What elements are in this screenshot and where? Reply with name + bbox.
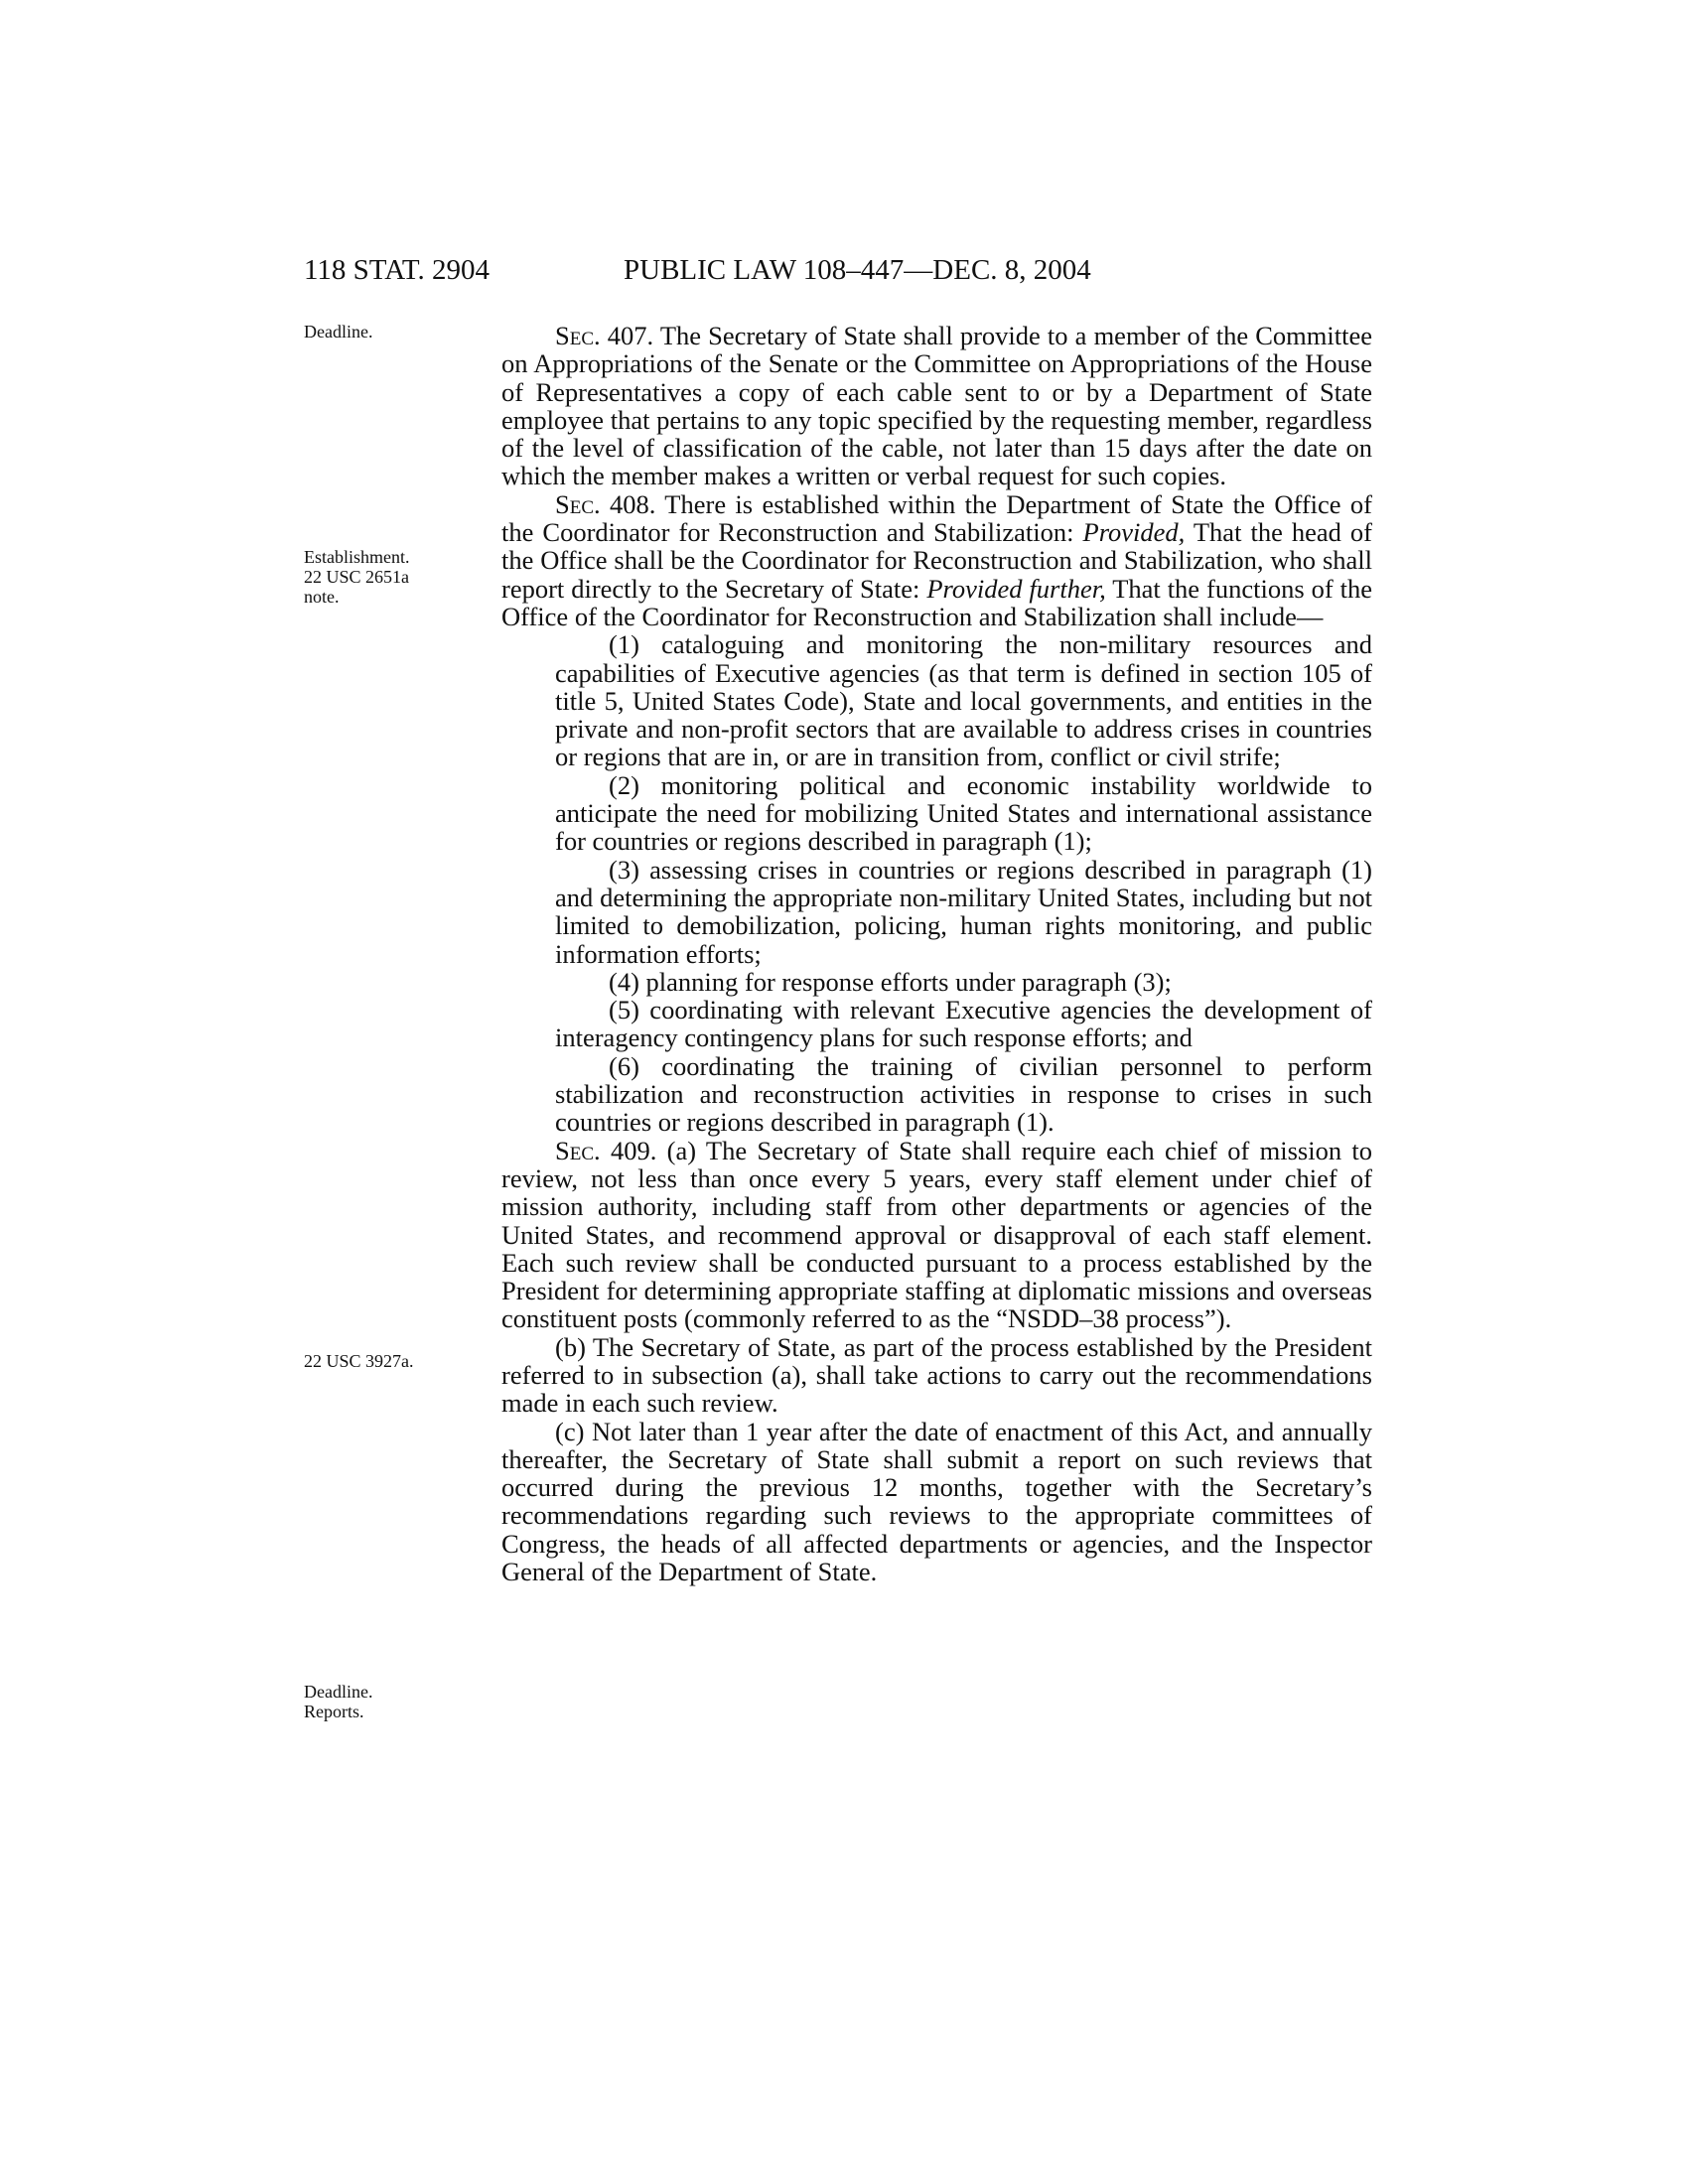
stat-page-number: 118 STAT. 2904 bbox=[304, 254, 490, 286]
paragraph-item: (5) coordinating with relevant Executive agencies the development of interagency contingency plans for such response efforts; and bbox=[555, 995, 1372, 1053]
paragraph-item: (2) monitoring political and economic instability worldwide to anticipate the need for mobilizing United States and international assistance for countries or regions described in paragraph (1); bbox=[555, 769, 1372, 857]
proviso-term: Provided, bbox=[1082, 517, 1186, 548]
margin-note-citation: 22 USC 2651a bbox=[304, 567, 410, 587]
section-text: 409. (a) The Secretary of State shall require each chief of mission to review, not less than once every 5 years, every staff element under chief of mission authority, including staff from other departments or agencies of the United States, and recommend approval or disapproval of each staff element. Each such review shall be conducted pursuant to a process established by the President for determining appropriate staffing at diplomatic missions and overseas constituent posts (commonly referred to as the “NSDD–38 process”). bbox=[501, 1135, 1372, 1334]
section-409-a bbox=[501, 1137, 1372, 1333]
margin-note-label: note. bbox=[304, 587, 340, 607]
section-text: That the functions of the Office of the Coordinator for Reconstruction and Stabilization shall include— bbox=[501, 573, 1372, 631]
section-text: That the head of the Office shall be the Coordinator for Reconstruction and Stabilization, who shall report directly to the Secretary of State: bbox=[501, 517, 1372, 604]
margin-note-deadline-reports bbox=[304, 1682, 463, 1721]
paragraph-item: (1) cataloguing and monitoring the non-military resources and capabilities of Executive agencies (as that term is defined in section 105 of title 5, United States Code), State and local governments, and entities in the private and non-profit sectors that are available to address crises in countries or regions that are in, or are in transition from, conflict or civil strife; bbox=[555, 629, 1372, 772]
section-408 bbox=[501, 490, 1372, 630]
section-409-b: (b) The Secretary of State, as part of the process established by the President referred to in subsection (a), shall take actions to carry out the recommendations made in each such review. bbox=[501, 1331, 1372, 1419]
margin-note-citation: 22 USC 3927a. bbox=[304, 1351, 414, 1371]
public-law-title: PUBLIC LAW 108–447—DEC. 8, 2004 bbox=[624, 254, 1091, 286]
statute-body bbox=[501, 322, 1372, 1585]
proviso-term: Provided further, bbox=[926, 573, 1106, 604]
paragraph-item: (3) assessing crises in countries or regions described in paragraph (1) and determining the appropriate non-military United States, including but not limited to demobilization, policing, human rights monitoring, and public information efforts; bbox=[555, 854, 1372, 969]
margin-note-label: Reports. bbox=[304, 1702, 364, 1721]
margin-note-label: Deadline. bbox=[304, 322, 373, 341]
margin-note-deadline bbox=[304, 322, 463, 341]
section-label: Sec. bbox=[555, 1135, 601, 1165]
page-header bbox=[304, 250, 1376, 290]
section-409-c: (c) Not later than 1 year after the date of enactment of this Act, and annually thereafter, the Secretary of State shall submit a report on such reviews that occurred during the previous 12 months, together with the Secretary’s recommendations regarding such reviews to the appropriate committees of Congress, the heads of all affected departments or agencies, and the Inspector General of the Department of State. bbox=[501, 1416, 1372, 1587]
section-text: 408. There is established within the Department of State the Office of the Coordinator for Reconstruction and Stabilization: bbox=[501, 488, 1373, 548]
section-label: Sec. bbox=[555, 488, 601, 519]
section-text: 407. The Secretary of State shall provide to a member of the Committee on Appropriations of the Senate or the Committee on Appropriations of the House of Representatives a copy of each cable sent to or by a Department of State employee that pertains to any topic specified by the requesting member, regardless of the level of classification of the cable, not later than 15 days after the date on which the member makes a written or verbal request for such copies. bbox=[501, 321, 1372, 491]
section-407 bbox=[501, 322, 1372, 490]
paragraph-item: (4) planning for response efforts under paragraph (3); bbox=[609, 966, 1172, 997]
margin-note-label: Establishment. bbox=[304, 547, 410, 567]
margin-note-citation-3927a bbox=[304, 1351, 463, 1371]
margin-note-establishment bbox=[304, 547, 463, 607]
paragraph-item: (6) coordinating the training of civilian personnel to perform stabilization and reconstruction activities in response to crises in such countries or regions described in paragraph (1). bbox=[555, 1050, 1372, 1138]
margin-note-label: Deadline. bbox=[304, 1682, 373, 1702]
section-label: Sec. bbox=[555, 321, 601, 350]
